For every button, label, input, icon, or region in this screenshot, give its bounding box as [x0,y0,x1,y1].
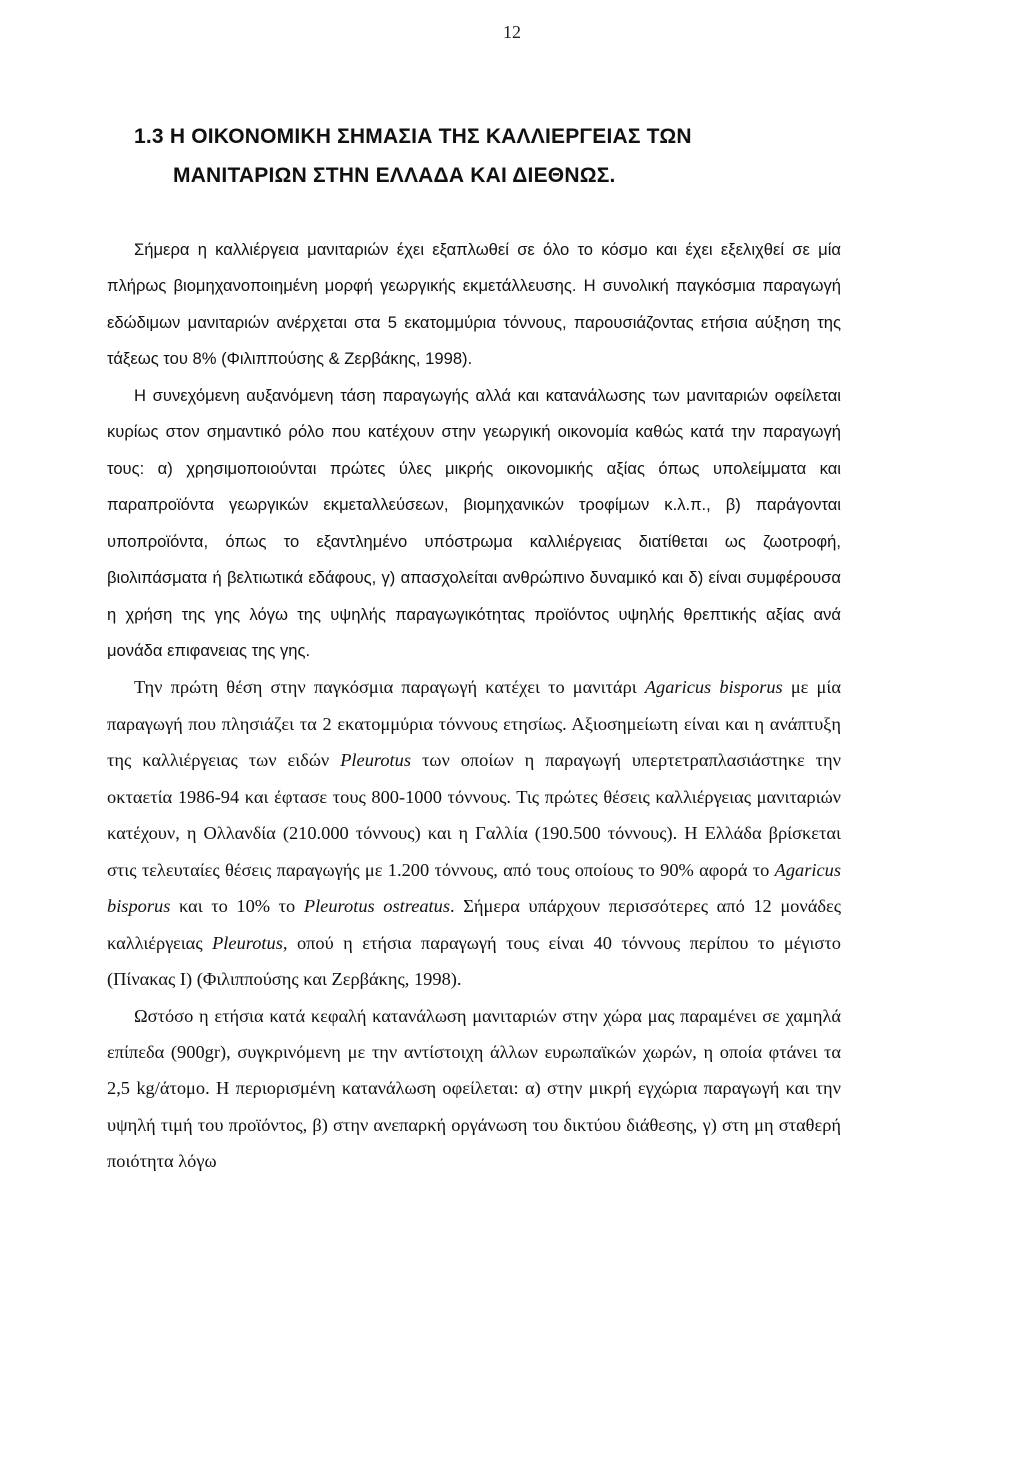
species-name-agaricus: Agaricus bisporus [644,677,783,698]
section-heading [134,122,914,191]
species-name-pleurotus: Pleurotus [340,750,412,771]
text-segment: με μία παραγωγή που πλησιάζει τα 2 εκατομμύρια τόννους ετησίως. Αξιοσημείωτη είναι και η ανάπτυξη της καλλιέργειας των ειδών [107,677,841,771]
text-segment: οπού η ετήσια παραγωγή τους είναι 40 τόννους περίπου το μέγιστο (Πίνακας Ι) (Φιλιππούσης και Ζερβάκης, 1998). [107,932,841,990]
section-heading-line-2: ΜΑΝΙΤΑΡΙΩΝ ΣΤΗΝ ΕΛΛΑΔΑ ΚΑΙ ΔΙΕΘΝΩΣ. [173,164,616,187]
body-text [107,232,841,1180]
paragraph-production-figures [107,669,841,997]
paragraph-economic-role: Η συνεχόμενη αυξανόμενη τάση παραγωγής αλλά και κατανάλωσης των μανιταριών οφείλεται κυρίως στον σημαντικό ρόλο που κατέχουν στην γεωργική οικονομία καθώς κατά την παραγωγή τους: α) χρησιμοποιούνται πρώτες ύλες μικρής οικονομικής αξίας όπως υπολείμματα και παραπροϊόντα γεωργικών εκμεταλλεύσεων, βιομηχανικών τροφίμων κ.λ.π., β) παράγονται υποπροϊόντα, όπως το εξαντλημένο υπόστρωμα καλλιέργειας διατίθεται ως ζωοτροφή, βιολιπάσματα ή βελτιωτικά εδάφους, γ) απασχολείται ανθρώπινο δυναμικό και δ) είναι συμφέρουσα η χρήση της γης λόγω της υψηλής παραγωγικότητας προϊόντος υψηλής θρεπτικής αξίας ανά μονάδα επιφανειας της γης. [107,385,841,660]
text-segment: των οποίων η παραγωγή υπερτετραπλασιάστηκε την οκταετία 1986-94 και έφτασε τους 800-1000 τόννους. Τις πρώτες θέσεις καλλιέργειας μανιταριών κατέχουν, η Ολλανδία (210.000 τόννους) και η Γαλλία (190.500 τόννους). Η Ελλάδα βρίσκεται στις τελευταίες θέσεις παραγωγής με 1.200 τόννους, από τους οποίους το 90% αφορά το [107,750,841,880]
text-segment: Την πρώτη θέση στην παγκόσμια παραγωγή κατέχει το μανιτάρι [134,677,645,698]
species-name-agaricus: Agaricus bisporus [107,859,841,917]
section-heading-line-1: 1.3 Η ΟΙΚΟΝΟΜΙΚΗ ΣΗΜΑΣΙΑ ΤΗΣ ΚΑΛΛΙΕΡΓΕΙΑΣ ΤΩΝ [134,125,692,148]
paragraph-consumption: Ωστόσο η ετήσια κατά κεφαλή κατανάλωση μανιταριών στην χώρα μας παραμένει σε χαμηλά επίπεδα (900gr), συγκρινόμενη με την αντίστοιχη άλλων ευρωπαϊκών χωρών, η οποία φτάνει τα 2,5 kg/άτομο. Η περιορισμένη κατανάλωση οφείλεται: α) στην μικρή εγχώρια παραγωγή και την υψηλή τιμή του προϊόντος, β) στην ανεπαρκή οργάνωση του δικτύου διάθεσης, γ) στη μη σταθερή ποιότητα λόγω [107,1005,841,1172]
page-number: 12 [503,22,521,42]
species-name-pleurotus: Pleurotus, [212,932,288,953]
paragraph-global-production: Σήμερα η καλλιέργεια μανιταριών έχει εξαπλωθεί σε όλο το κόσμο και έχει εξελιχθεί σε μία πλήρως βιομηχανοποιημένη μορφή γεωργικής εκμετάλλευσης. Η συνολική παγκόσμια παραγωγή εδώδιμων μανιταριών ανέρχεται στα 5 εκατομμύρια τόννους, παρουσιάζοντας ετήσια αύξηση της τάξεως του 8% (Φιλιππούσης & Ζερβάκης, 1998). [107,240,841,369]
text-segment: και το 10% το [170,896,304,917]
text-segment: . Σήμερα υπάρχουν περισσότερες από 12 μονάδες καλλιέργειας [107,896,842,953]
species-name-pleurotus-ostreatus: Pleurotus ostreatus [303,896,451,917]
